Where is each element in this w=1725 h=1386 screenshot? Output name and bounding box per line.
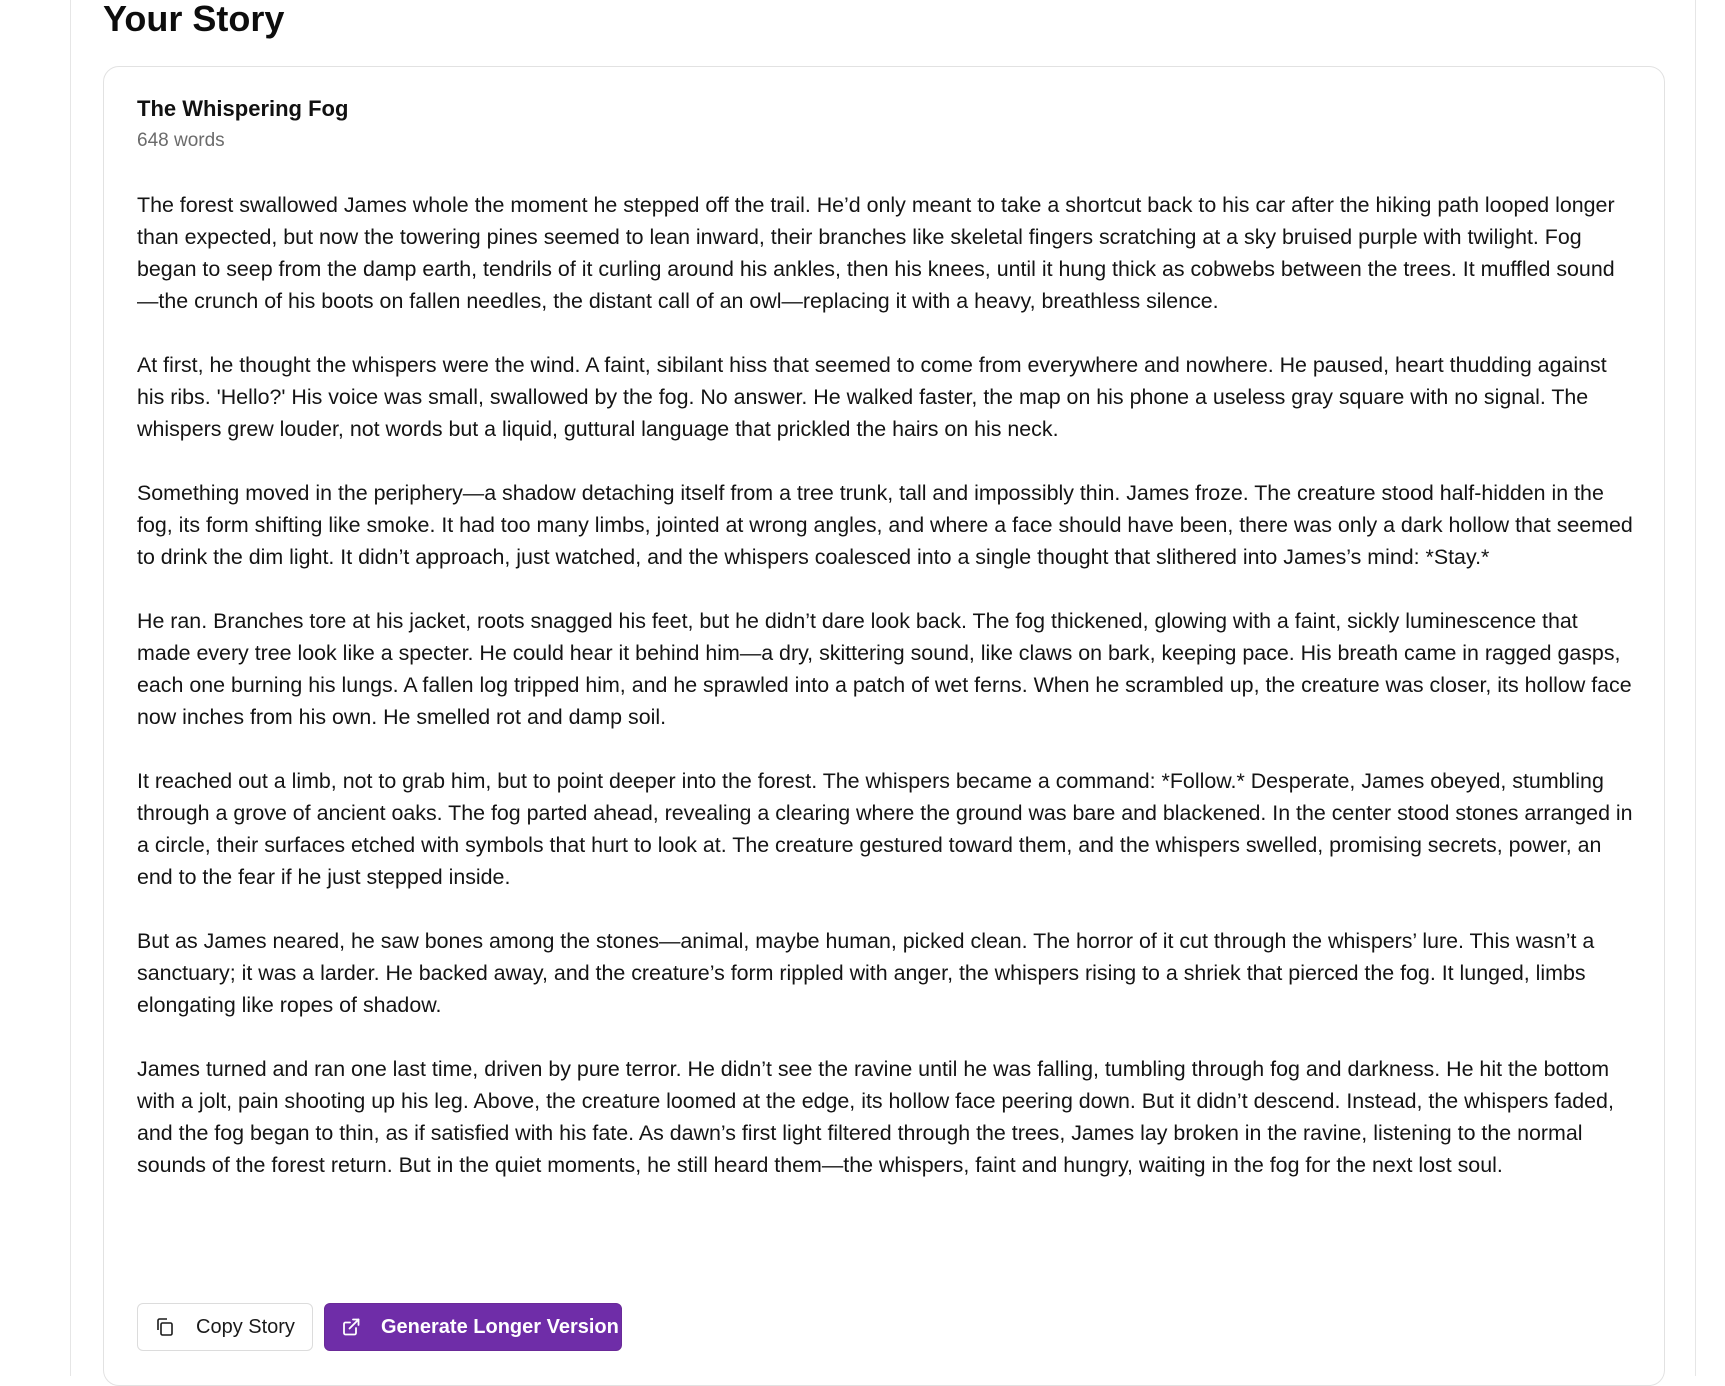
story-paragraph: James turned and ran one last time, driven by pure terror. He didn’t see the ravine until he was falling, tumbling through fog and darkness. He hit the bottom with a jolt, pain shooting up his leg. Above, the creature loomed at the edge, its hollow face peering down. But it didn’t descend. Instead, the whispers faded, and the fog began to thin, as if satisfied with his fate. As dawn’s first light filtered through the trees, James lay broken in the ravine, listening to the normal sounds of the forest return. But in the quiet moments, he still heard them—the whispers, faint and hungry, waiting in the fog for the next lost soul. [137, 1057, 1614, 1177]
story-paragraph: He ran. Branches tore at his jacket, roots snagged his feet, but he didn’t dare look back. The fog thickened, glowing with a faint, sickly luminescence that made every tree look like a specter. He could hear it behind him—a dry, skittering sound, like claws on bark, keeping pace. His breath came in ragged gasps, each one burning his lungs. A fallen log tripped him, and he sprawled into a patch of wet ferns. When he scrambled up, the creature was closer, its hollow face now inches from his own. He smelled rot and damp soil. [137, 609, 1632, 729]
story-card [103, 66, 1665, 1386]
story-paragraph: But as James neared, he saw bones among the stones—animal, maybe human, picked clean. The horror of it cut through the whispers’ lure. This wasn’t a sanctuary; it was a larder. He backed away, and the creature’s form rippled with anger, the whispers rising to a shriek that pierced the fog. It lunged, limbs elongating like ropes of shadow. [137, 929, 1595, 1017]
generate-longer-version-button[interactable] [324, 1303, 622, 1351]
story-paragraph: Something moved in the periphery—a shadow detaching itself from a tree trunk, tall and impossibly thin. James froze. The creature stood half-hidden in the fog, its form shifting like smoke. It had too many limbs, jointed at wrong angles, and where a face should have been, there was only a dark hollow that seemed to drink the dim light. It didn’t approach, just watched, and the whispers coalesced into a single thought that slithered into James’s mind: *Stay.* [137, 481, 1633, 569]
story-paragraph: At first, he thought the whispers were the wind. A faint, sibilant hiss that seemed to come from everywhere and nowhere. He paused, heart thudding against his ribs. 'Hello?' His voice was small, swallowed by the fog. No answer. He walked faster, the map on his phone a useless gray square with no signal. The whispers grew louder, not words but a liquid, guttural language that prickled the hairs on his neck. [137, 353, 1607, 441]
section-title: Your Story [103, 0, 285, 39]
copy-icon [154, 1316, 176, 1338]
generate-longer-version-label: Generate Longer Version [381, 1315, 619, 1338]
story-title: The Whispering Fog [137, 96, 349, 121]
story-paragraph: It reached out a limb, not to grab him, but to point deeper into the forest. The whispers became a command: *Follow.* Desperate, James obeyed, stumbling through a grove of ancient oaks. The fog parted ahead, revealing a clearing where the ground was bare and blackened. In the center stood stones arranged in a circle, their surfaces etched with symbols that hurt to look at. The creature gestured toward them, and the whispers swelled, promising secrets, power, an end to the fear if he just stepped inside. [137, 769, 1633, 889]
word-count: 648 words [137, 130, 225, 151]
external-link-icon [341, 1316, 361, 1338]
copy-story-label: Copy Story [196, 1315, 295, 1338]
story-paragraph: The forest swallowed James whole the moment he stepped off the trail. He’d only meant to take a shortcut back to his car after the hiking path looped longer than expected, but now the towering pines seemed to lean inward, their branches like skeletal fingers scratching at a sky bruised purple with twilight. Fog began to seep from the damp earth, tendrils of it curling around his ankles, then his knees, until it hung thick as cobwebs between the trees. It muffled sound—the crunch of his boots on fallen needles, the distant call of an owl—replacing it with a heavy, breathless silence. [137, 193, 1615, 313]
story-actions [137, 1303, 622, 1351]
story-body [137, 189, 1633, 1181]
copy-story-button[interactable] [137, 1303, 313, 1351]
